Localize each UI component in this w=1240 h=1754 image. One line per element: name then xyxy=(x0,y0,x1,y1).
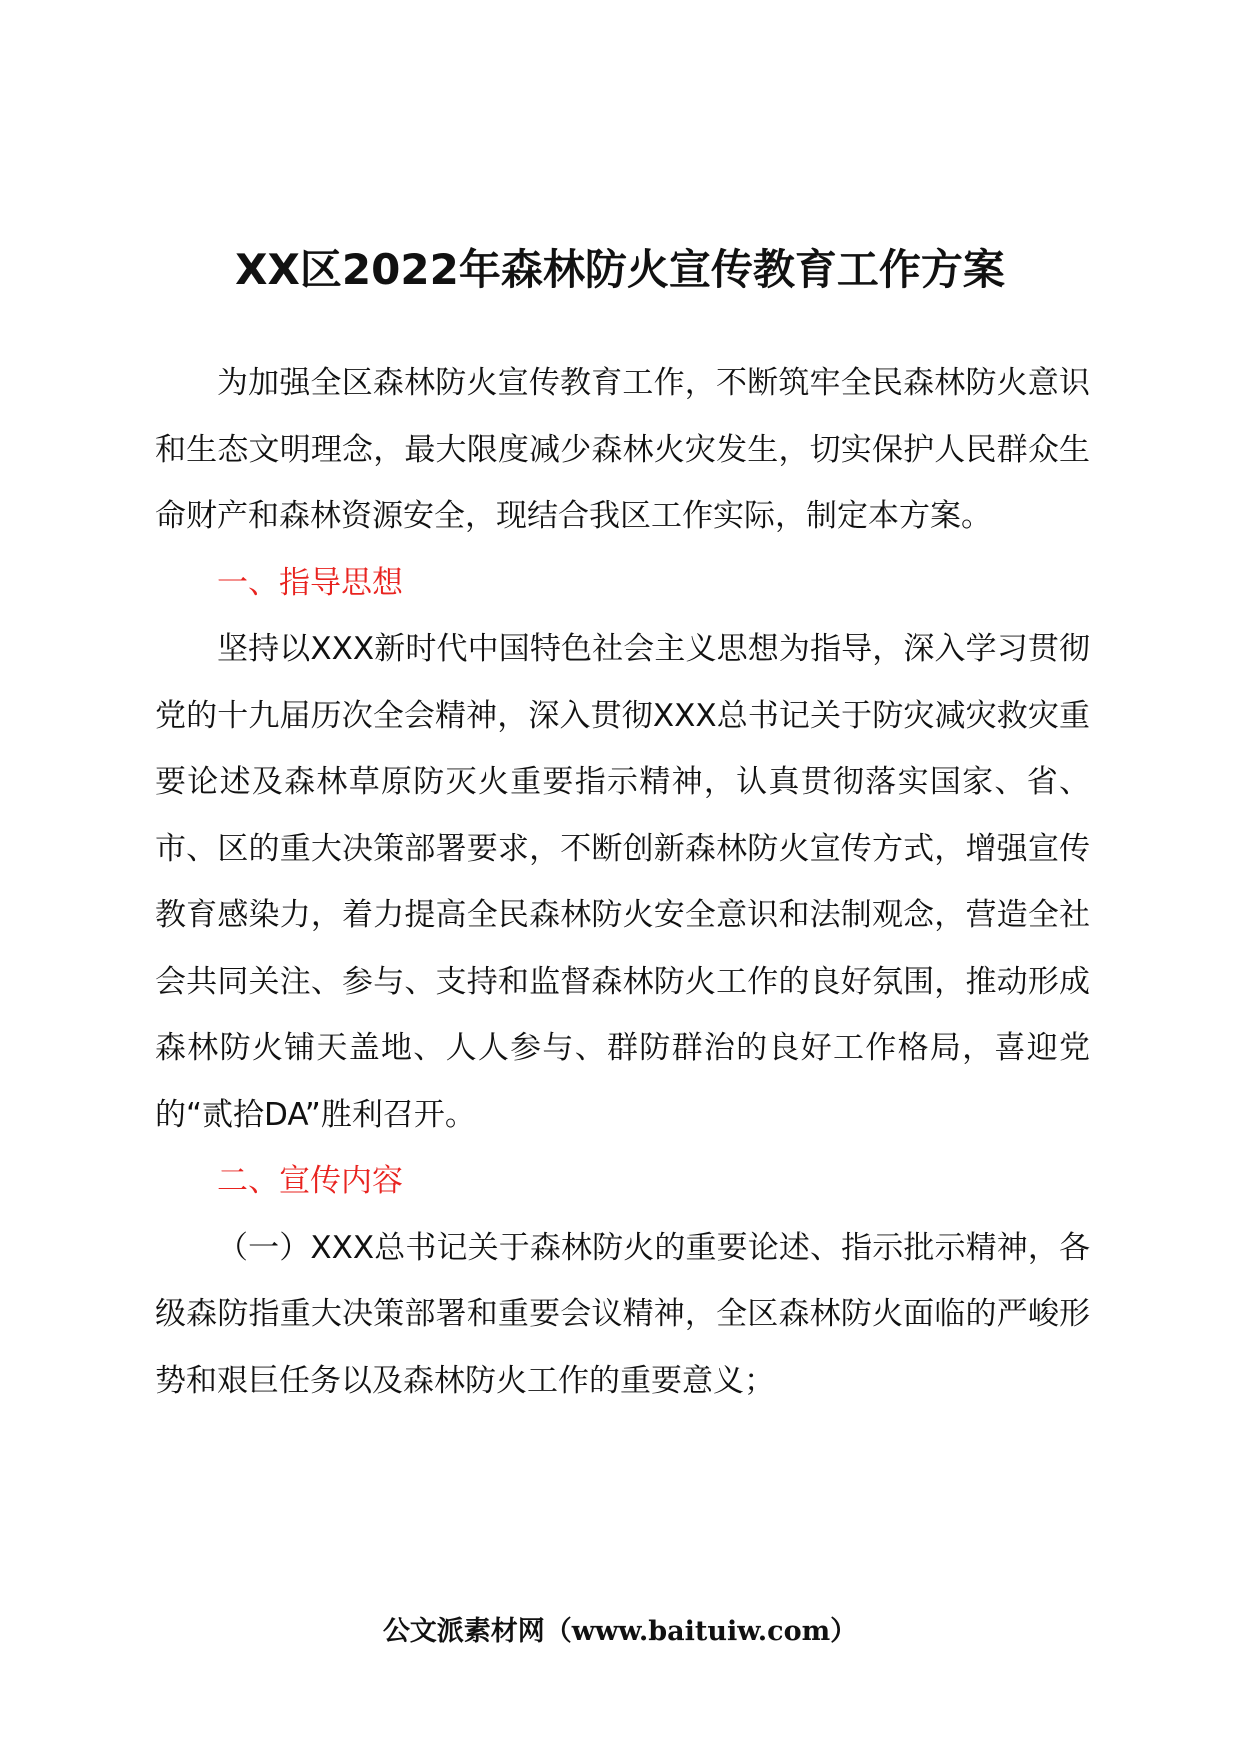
section-paragraph: 坚持以XXX新时代中国特色社会主义思想为指导，深入学习贯彻党的十九届历次全会精神，深入贯彻XXX总书记关于防灾减灾救灾重要论述及森林草原防灭火重要指示精神，认真贯彻落实国家、省、市、区的重大决策部署要求，不断创新森林防火宣传方式，增强宣传教育感染力，着力提高全民森林防火安全意识和法制观念，营造全社会共同关注、参与、支持和监督森林防火工作的良好氛围，推动形成森林防火铺天盖地、人人参与、群防群治的良好工作格局，喜迎党的“贰拾DA”胜利召开。 xyxy=(155,631,1090,1133)
section-paragraph: （一）XXX总书记关于森林防火的重要论述、指示批示精神，各级森防指重大决策部署和重要会议精神，全区森林防火面临的严峻形势和艰巨任务以及森林防火工作的重要意义； xyxy=(155,1229,1090,1399)
document-body xyxy=(155,350,1090,1414)
section-heading-publicity-content: 二、宣传内容 xyxy=(217,1163,403,1199)
footer-source: 公文派素材网（www.baituiw.com） xyxy=(382,1616,858,1647)
intro-paragraph: 为加强全区森林防火宣传教育工作，不断筑牢全民森林防火意识和生态文明理念，最大限度减少森林火灾发生，切实保护人民群众生命财产和森林资源安全，现结合我区工作实际，制定本方案。 xyxy=(155,365,1090,534)
document-title: XX区2022年森林防火宣传教育工作方案 xyxy=(235,245,1005,294)
section-heading-guiding-ideology: 一、指导思想 xyxy=(217,564,403,601)
